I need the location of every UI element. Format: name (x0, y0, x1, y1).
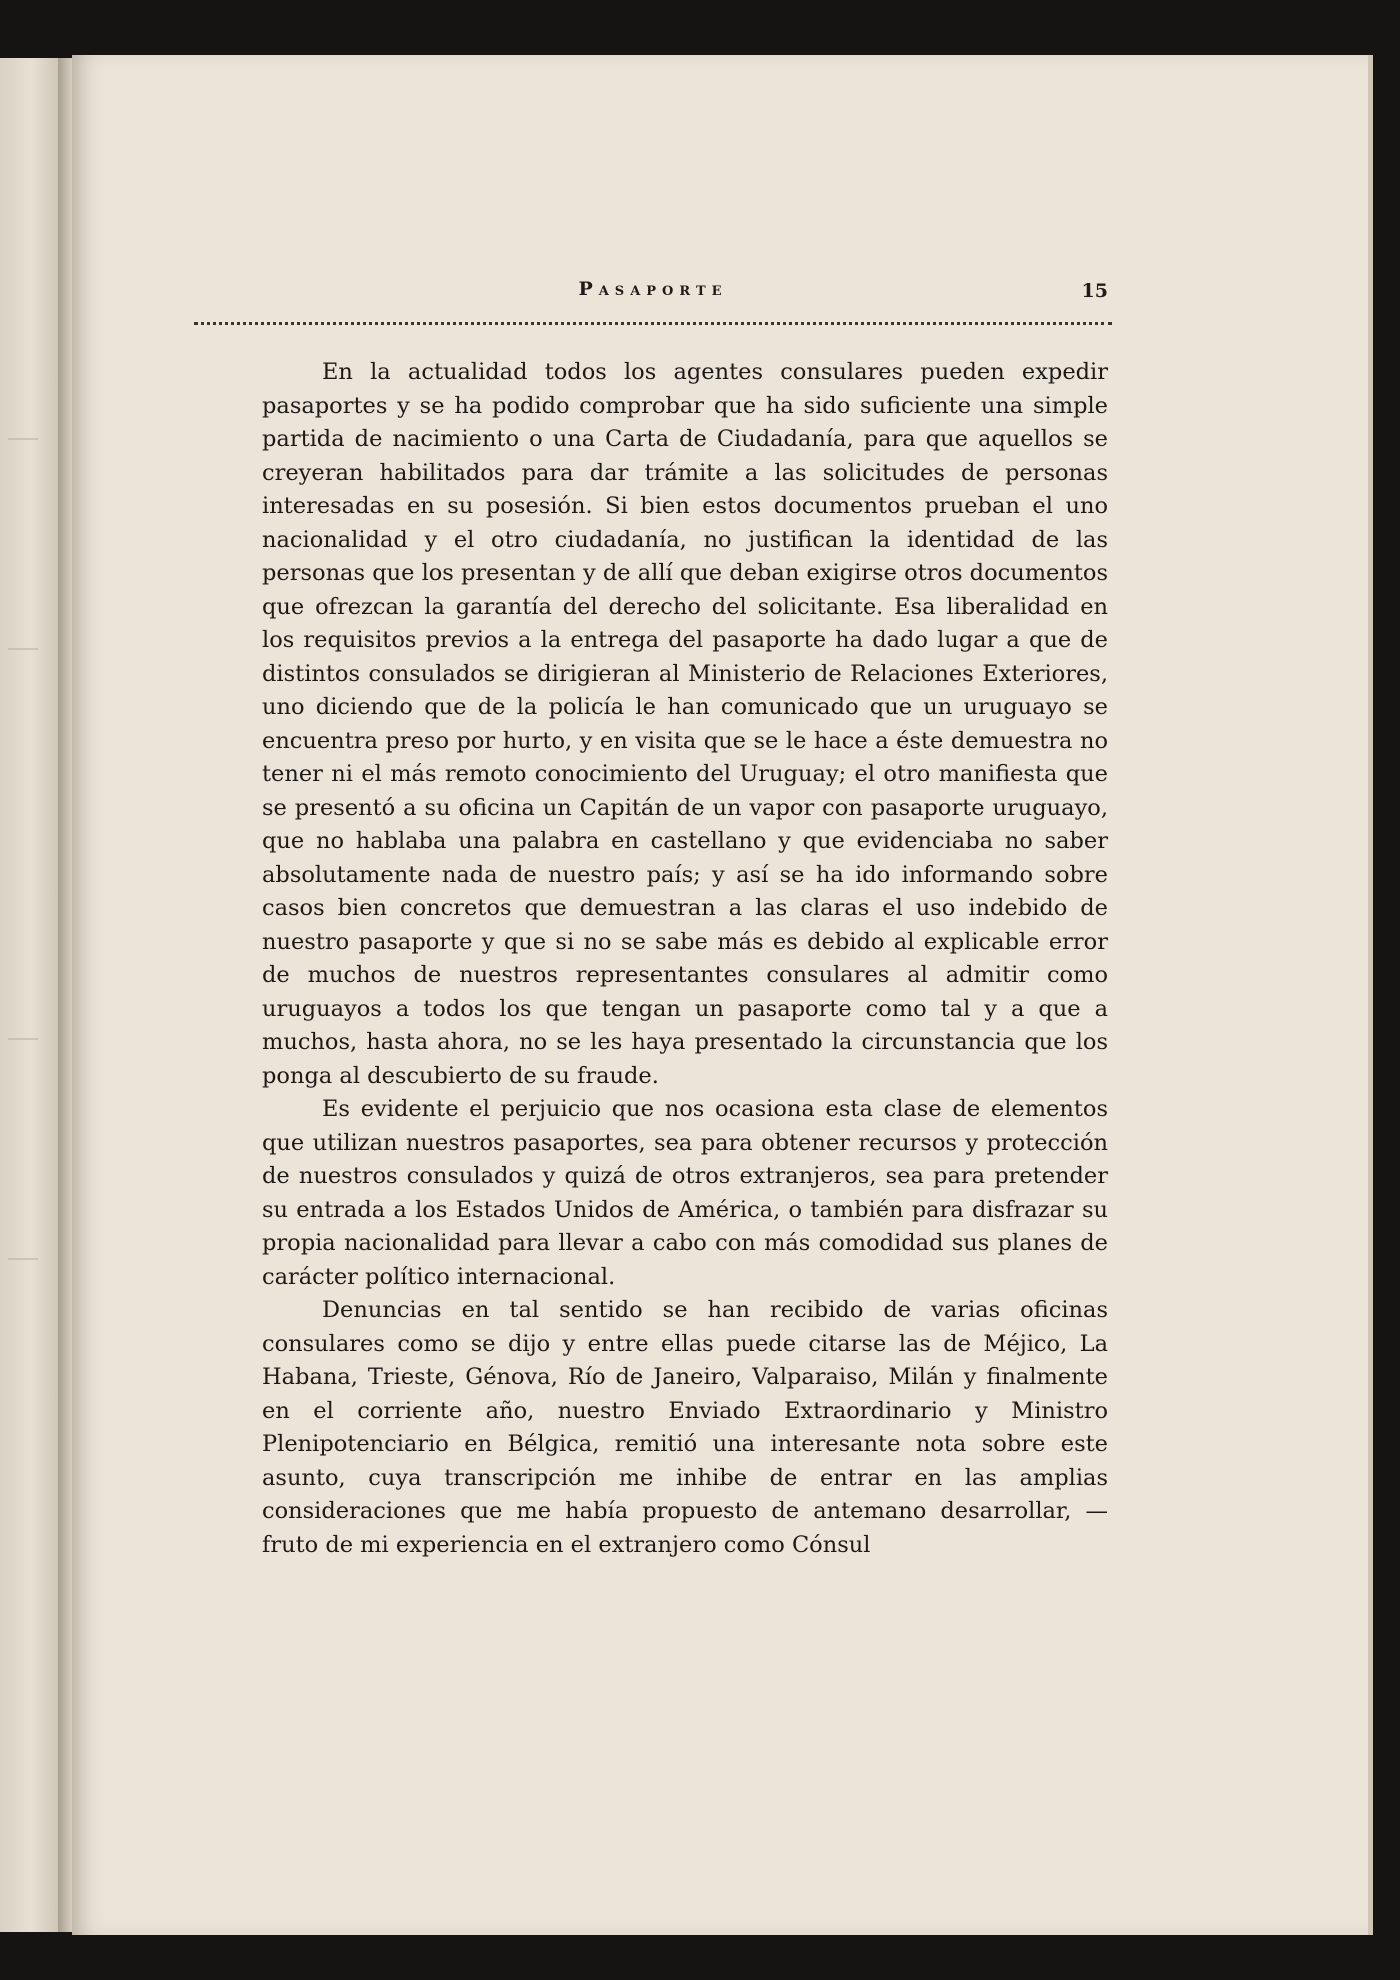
paragraph: Denuncias en tal sentido se han recibido de varias oficinas consulares como se dijo y entre ellas puede citarse las de Méjico, La Habana, Trieste, Génova, Río de Janeiro, Valparaiso, Milán y finalmente en el corriente año, nuestro Enviado Extraordinario y Ministro Plenipotenciario en Bélgica, remitió una interesante nota sobre este asunto, cuya transcripción me inhibe de entrar en las amplias consideraciones que me había propuesto de antemano desarrollar, — fruto de mi experiencia en el extranjero como Cónsul (262, 1297, 1108, 1558)
header-rule (194, 322, 1112, 325)
paragraph: Es evidente el perjuicio que nos ocasiona esta clase de elementos que utilizan nuestros pasaportes, sea para obtener recursos y protección de nuestros consulados y quizá de otros extranjeros, sea para pretender su entrada a los Estados Unidos de América, o también para disfrazar su propia nacionalidad para llevar a cabo con más comodidad sus planes de carácter político internacional. (262, 1096, 1108, 1290)
body-text (262, 356, 1108, 1562)
paragraph: En la actualidad todos los agentes consulares pueden expedir pasaportes y se ha podido comprobar que ha sido suficiente una simple partida de nacimiento o una Carta de Ciudadanía, para que aquellos se creyeran habilitados para dar trámite a las solicitudes de personas interesadas en su posesión. Si bien estos documentos prueban el uno nacionalidad y el otro ciudadanía, no justifican la identidad de las personas que los presentan y de allí que deban exigirse otros documentos que ofrezcan la garantía del derecho del solicitante. Esa liberalidad en los requisitos previos a la entrega del pasaporte ha dado lugar a que de distintos consulados se dirigieran al Ministerio de Relaciones Exteriores, uno diciendo que de la policía le han comunicado que un uruguayo se encuentra preso por hurto, y en visita que se le hace a éste demuestra no tener ni el más remoto conocimiento del Uruguay; el otro manifiesta que se presentó a su oficina un Capitán de un vapor con pasaporte uruguayo, que no hablaba una palabra en castellano y que evidenciaba no saber absolutamente nada de nuestro país; y así se ha ido informando sobre casos bien concretos que demuestran a las claras el uso indebido de nuestro pasaporte y que si no se sabe más es debido al explicable error de muchos de nuestros representantes consulares al admitir como uruguayos a todos los que tengan un pasaporte como tal y a que a muchos, hasta ahora, no se les haya presentado la circunstancia que los ponga al descubierto de su fraude. (262, 359, 1108, 1089)
book-gutter (58, 58, 72, 1932)
running-title: Pasaporte (578, 278, 728, 300)
facing-page-mark (8, 438, 38, 440)
running-head (194, 278, 1112, 318)
page-edge (1368, 55, 1373, 1935)
facing-page-mark (8, 1258, 38, 1260)
page-number: 15 (1081, 280, 1108, 302)
facing-page-edge (0, 58, 59, 1932)
facing-page-mark (8, 1038, 38, 1040)
facing-page-mark (8, 648, 38, 650)
